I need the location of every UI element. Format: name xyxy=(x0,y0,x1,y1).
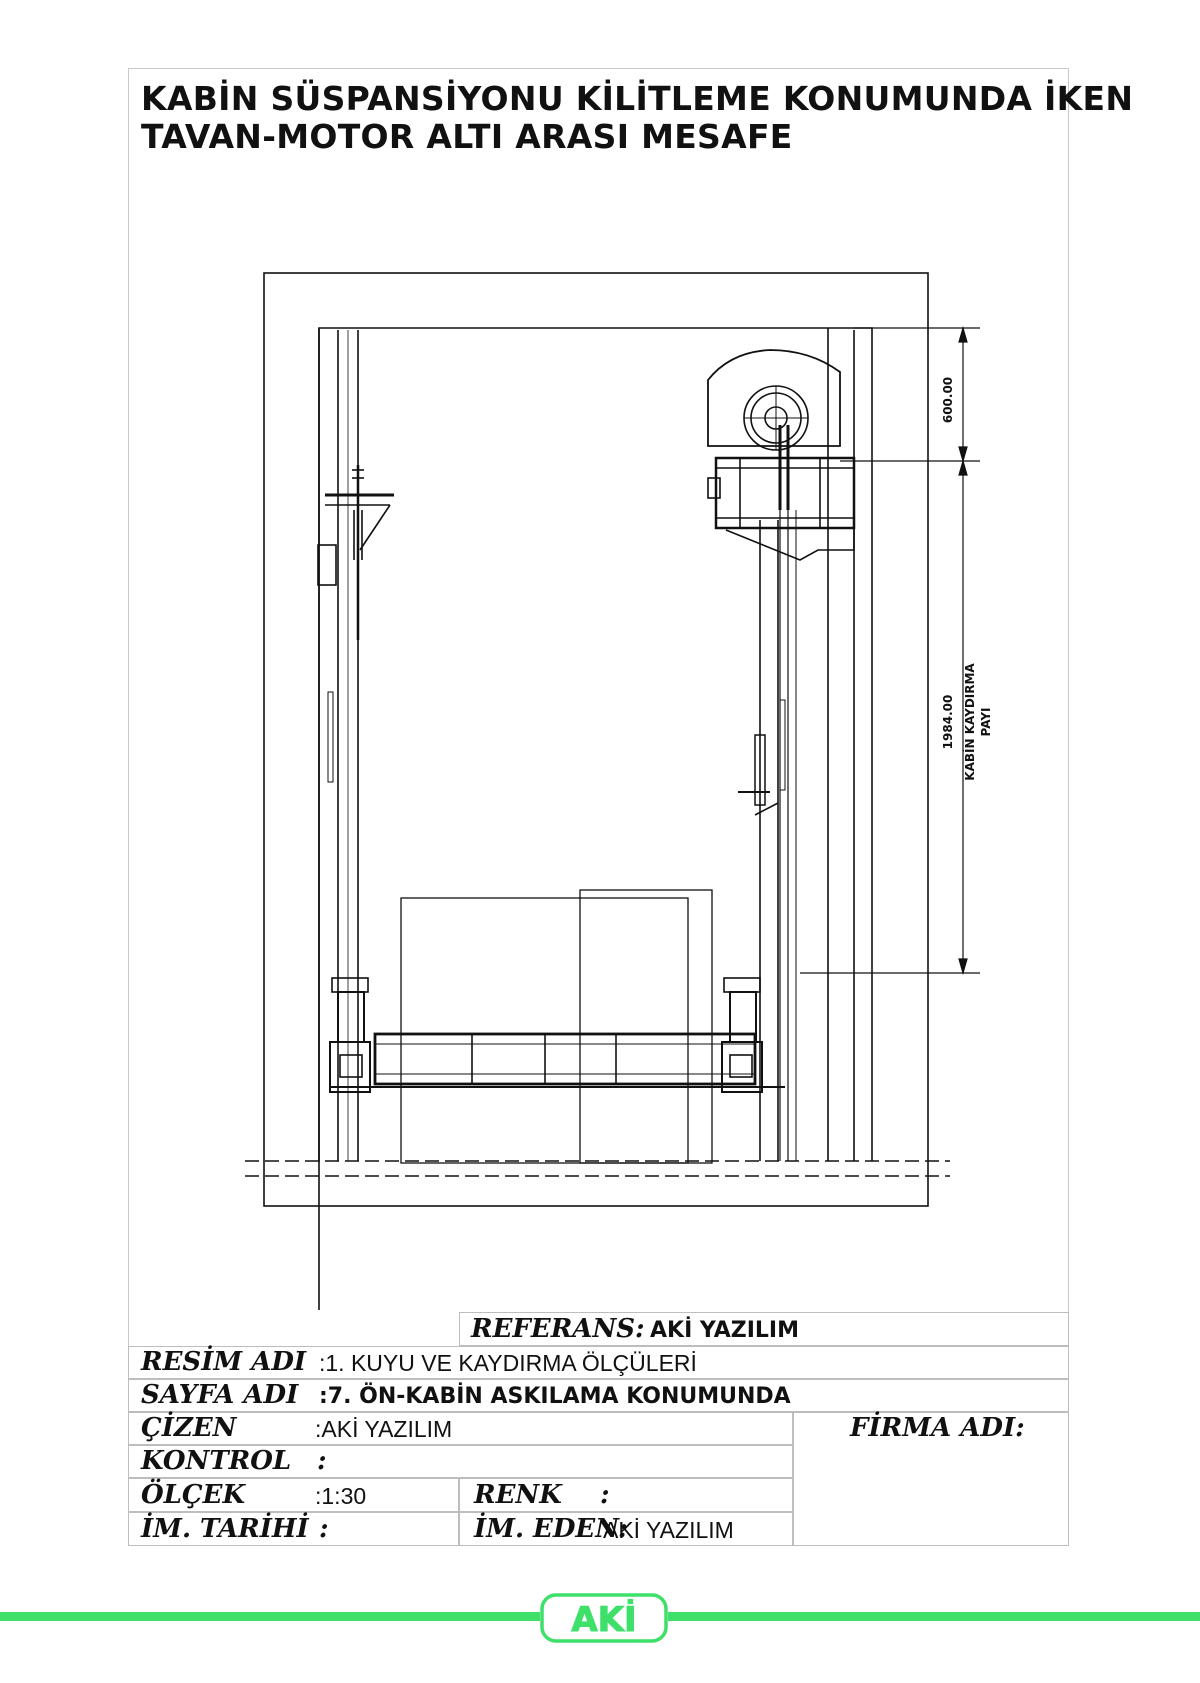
im-tarihi-label: İM. TARİHİ xyxy=(141,1514,309,1544)
dimension-label-payi: PAYI xyxy=(979,707,993,737)
left-cabin-bracket xyxy=(330,978,370,1092)
firma-adi-label: FİRMA ADI: xyxy=(850,1413,1025,1443)
arrow-bottom xyxy=(959,959,967,973)
cabin-body xyxy=(330,890,785,1163)
dimension-1984: 1984.00 xyxy=(941,694,955,750)
dimension-label-kabin-kaydirma: KABİN KAYDIRMA xyxy=(963,663,977,781)
renk-label: RENK xyxy=(474,1480,562,1510)
right-guide-rail xyxy=(760,328,854,1161)
kontrol-value: : xyxy=(317,1446,327,1476)
title-block xyxy=(128,1312,1069,1546)
title-line-2: TAVAN-MOTOR ALTI ARASI MESAFE xyxy=(141,117,793,156)
aki-logo xyxy=(540,1593,668,1643)
resim-adi-row xyxy=(128,1346,1069,1379)
suspension-ropes xyxy=(780,510,796,1161)
footer-line-right xyxy=(668,1612,1200,1621)
footer-line-left xyxy=(0,1612,540,1621)
dimension-600: 600.00 xyxy=(941,376,955,424)
sayfa-adi-label: SAYFA ADI xyxy=(141,1380,299,1410)
renk-value: : xyxy=(600,1480,610,1510)
cizen-value: :AKİ YAZILIM xyxy=(315,1416,453,1442)
cizen-label: ÇİZEN xyxy=(141,1413,237,1443)
left-guide-rail xyxy=(328,330,358,1161)
left-top-bracket xyxy=(318,465,394,640)
referans-row xyxy=(459,1312,1069,1346)
arrow-top xyxy=(959,328,967,342)
referans-label: REFERANS: xyxy=(471,1314,645,1344)
im-eden-cell xyxy=(459,1512,793,1546)
olcek-cell xyxy=(128,1478,459,1512)
olcek-value: :1:30 xyxy=(315,1483,367,1509)
renk-cell xyxy=(459,1478,793,1512)
dimension-lines xyxy=(800,328,980,973)
im-tarihi-value: : xyxy=(319,1514,329,1544)
elevator-shaft-drawing xyxy=(240,260,993,1220)
safety-device xyxy=(738,735,778,815)
cizen-row xyxy=(128,1412,793,1445)
kontrol-row xyxy=(128,1445,793,1478)
im-eden-value: AKİ YAZILIM xyxy=(603,1517,734,1543)
referans-value: AKİ YAZILIM xyxy=(650,1318,800,1343)
im-eden-label: İM. EDEN: xyxy=(474,1514,628,1544)
sayfa-adi-row xyxy=(128,1379,1069,1412)
kontrol-label: KONTROL xyxy=(141,1446,292,1476)
resim-adi-value: :1. KUYU VE KAYDIRMA ÖLÇÜLERİ xyxy=(319,1350,697,1376)
olcek-label: ÖLÇEK xyxy=(141,1480,246,1510)
sayfa-adi-value: :7. ÖN-KABİN ASKILAMA KONUMUNDA xyxy=(319,1384,791,1409)
im-tarihi-cell xyxy=(128,1512,459,1546)
aki-logo-text: AKİ xyxy=(571,1600,637,1640)
resim-adi-label: RESİM ADI xyxy=(141,1347,307,1377)
title-line-1: KABİN SÜSPANSİYONU KİLİTLEME KONUMUNDA İKEN xyxy=(141,79,1134,118)
drawing-title xyxy=(141,80,1133,156)
firma-adi-cell xyxy=(793,1412,1069,1546)
